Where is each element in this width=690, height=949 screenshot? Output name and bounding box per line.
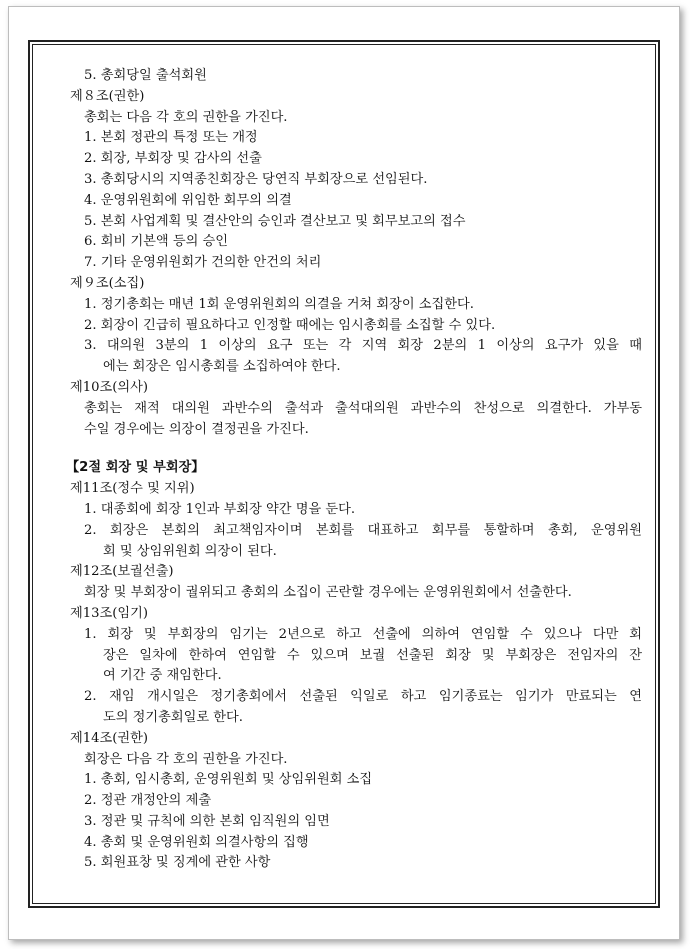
- paragraph-line: 회장 및 부회장이 궐위되고 총회의 소집이 곤란할 경우에는 운영위원회에서 선출한다.: [84, 585, 572, 601]
- paragraph-line: 총회는 재적 대의원 과반수의 출석과 출석대의원 과반수의 찬성으로 의결한다. 가부동: [84, 400, 642, 416]
- list-item: 1. 총회, 임시총회, 운영위원회 및 상임위원회 소집: [84, 772, 373, 788]
- spacer: [62, 440, 642, 458]
- list-item: 2. 재임 개시일은 정기총회에서 선출된 익일로 하고 임기종료는 임기가 만료되는 연: [84, 689, 642, 705]
- article-heading: 제13조(임기): [70, 605, 149, 621]
- article-heading: 제14조(권한): [70, 730, 149, 746]
- article-heading: 제11조(정수 및 지위): [70, 481, 195, 497]
- list-item: 6. 회비 기본액 등의 승인: [84, 234, 229, 250]
- paragraph-line: 수일 경우에는 의장이 결정권을 가진다.: [84, 421, 309, 437]
- list-item: 2. 회장은 본회의 최고책임자이며 본회를 대표하고 회무를 통할하며 총회, 운영위원: [84, 522, 642, 538]
- list-item: 5. 총회당일 출석회원: [84, 68, 207, 83]
- list-item: 1. 대종회에 회장 1인과 부회장 약간 명을 둔다.: [84, 501, 356, 517]
- list-item: 3. 총회당시의 지역종친회장은 당연직 부회장으로 선임된다.: [84, 171, 428, 187]
- list-item: 3. 대의원 3분의 1 이상의 요구 또는 각 지역 회장 2분의 1 이상의 요구가 있을 때: [84, 338, 642, 354]
- list-item: 5. 회원표창 및 징계에 관한 사항: [84, 855, 271, 871]
- list-item-continuation: 장은 일차에 한하여 연임할 수 있으며 보궐 선출된 회장 및 부회장은 전임자의 잔: [103, 647, 642, 663]
- article-heading: 제９조(소집): [70, 275, 145, 291]
- list-item: 4. 총회 및 운영위원회 의결사항의 집행: [84, 834, 309, 850]
- list-item: 3. 정관 및 규칙에 의한 본회 임직원의 임면: [84, 813, 330, 829]
- list-item: 1. 본회 정관의 특정 또는 개정: [84, 130, 258, 146]
- list-item: 2. 회장이 긴급히 필요하다고 인정할 때에는 임시총회를 소집할 수 있다.: [84, 317, 496, 333]
- article-heading: 제10조(의사): [70, 379, 149, 395]
- list-item-continuation: 도의 정기총회일로 한다.: [103, 709, 243, 725]
- paragraph-line: 회장은 다음 각 호의 권한을 가진다.: [84, 751, 288, 767]
- list-item: 2. 회장, 부회장 및 감사의 선출: [84, 151, 262, 167]
- list-item-continuation: 회 및 상임위원회 의장이 된다.: [103, 543, 277, 559]
- list-item: 2. 정관 개정안의 제출: [84, 793, 212, 809]
- document-body: [62, 66, 642, 874]
- paragraph-line: 총회는 다음 각 호의 권한을 가진다.: [84, 109, 288, 125]
- list-item-continuation: 에는 회장은 임시총회를 소집하여야 한다.: [103, 359, 341, 375]
- list-item: 4. 운영위원회에 위임한 회무의 의결: [84, 192, 292, 208]
- list-item: 1. 정기총회는 매년 1회 운영위원회의 의결을 거쳐 회장이 소집한다.: [84, 296, 474, 312]
- list-item: 5. 본회 사업계획 및 결산안의 승인과 결산보고 및 회무보고의 접수: [84, 213, 466, 229]
- list-item: 1. 회장 및 부회장의 임기는 2년으로 하고 선출에 의하여 연임할 수 있으나 다만 회: [84, 626, 642, 642]
- article-heading: 제12조(보궐선출): [70, 564, 174, 580]
- section-heading: 【2절 회장 및 부회장】: [66, 460, 205, 476]
- list-item-continuation: 여 기간 중 재임한다.: [103, 668, 222, 684]
- list-item: 7. 기타 운영위원회가 건의한 안건의 처리: [84, 255, 322, 271]
- article-heading: 제８조(권한): [70, 88, 145, 104]
